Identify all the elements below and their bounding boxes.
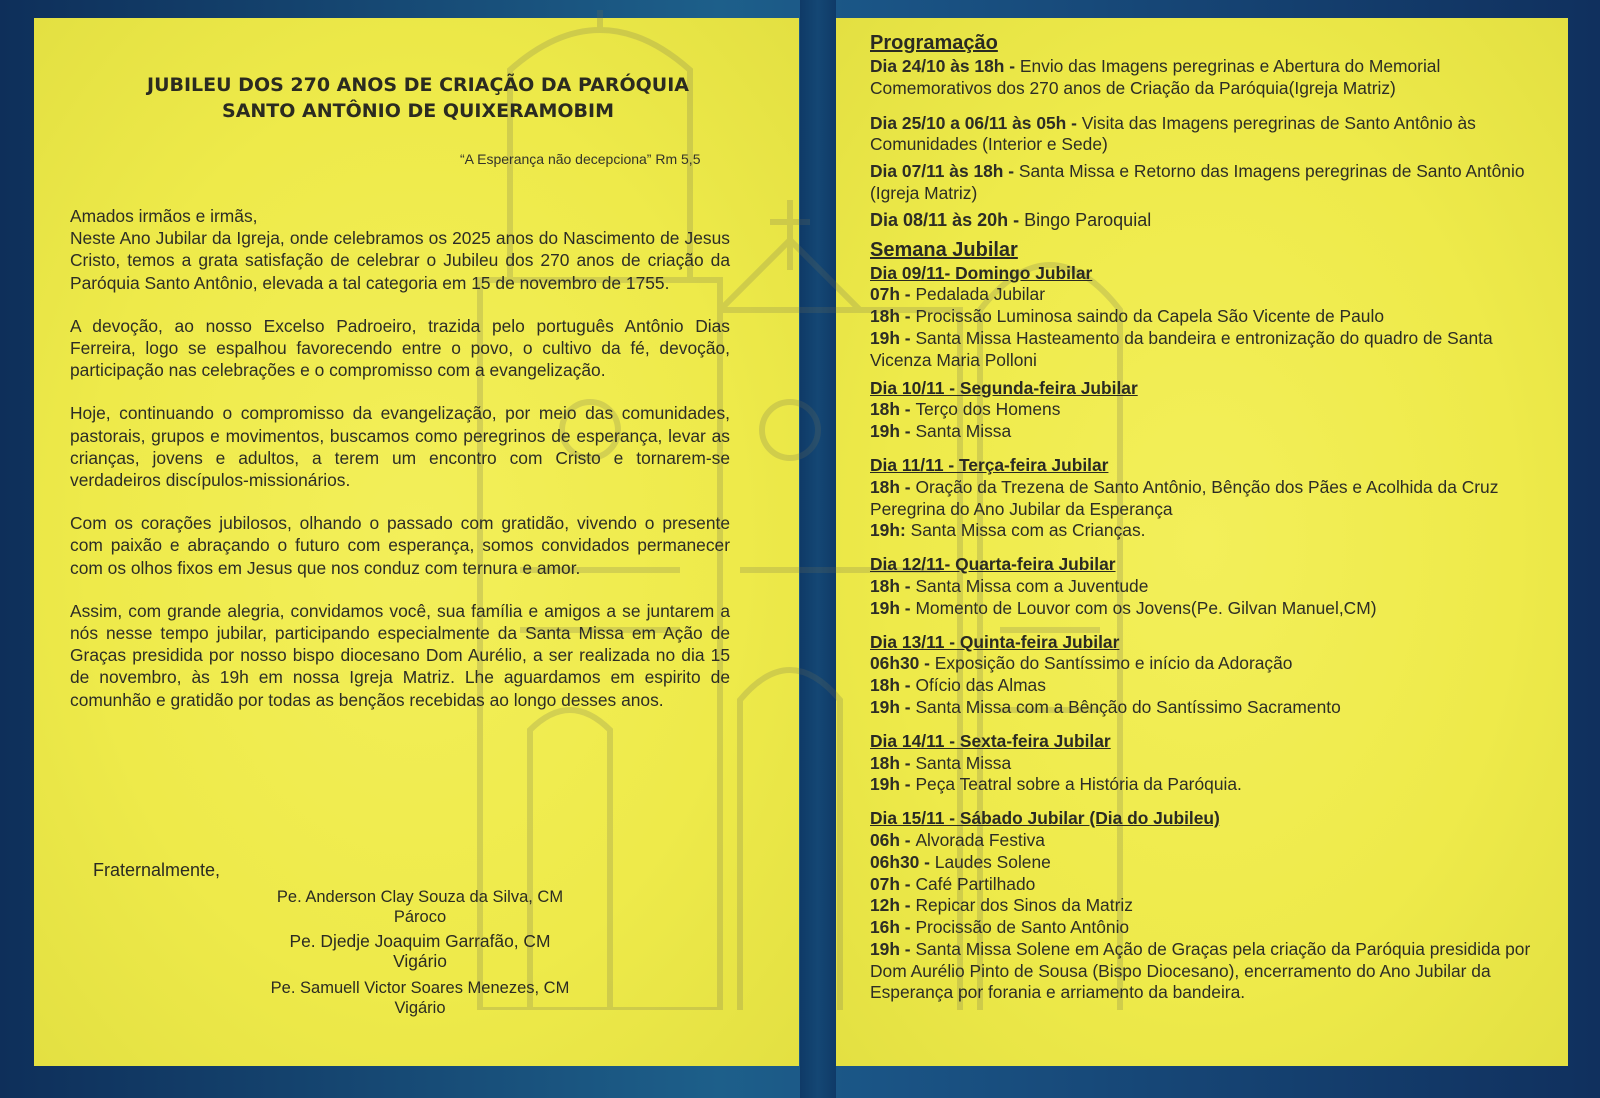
epigraph: “A Esperança não decepciona” Rm 5,5 [460, 151, 701, 167]
closing: Fraternalmente, [93, 860, 221, 880]
schedule-text: Santa Missa com as Crianças. [910, 520, 1146, 541]
signature-name: Pe. Anderson Clay Souza da Silva, CM [276, 888, 564, 906]
schedule-item [870, 284, 1540, 306]
schedule-time: 06h30 [870, 851, 920, 872]
schedule-item [870, 774, 1540, 796]
schedule-item [870, 399, 1540, 421]
schedule-text: Peça Teatral sobre a História da Paróquia. [915, 774, 1242, 795]
document-title [68, 72, 768, 124]
schedule-text: Exposição do Santíssimo e início da Adoração [934, 653, 1293, 674]
day-block [870, 554, 1540, 619]
schedule-item [870, 477, 1540, 521]
programacao-what: Bingo Paroquial [1019, 209, 1152, 230]
schedule-text: Café Partilhado [915, 873, 1036, 894]
schedule-separator: - [899, 421, 916, 442]
schedule-separator: - [919, 653, 935, 674]
signature-name: Pe. Djedje Joaquim Garrafão, CM [289, 931, 551, 951]
schedule-time: 06h30 [870, 653, 920, 674]
schedule-text: Ofício das Almas [915, 675, 1046, 696]
schedule-time: 18h [870, 675, 900, 696]
schedule-time: 19h [870, 774, 900, 795]
schedule-separator: - [899, 399, 916, 420]
signature-name: Pe. Samuell Victor Soares Menezes, CM [270, 979, 570, 997]
title-line-2: SANTO ANTÔNIO DE QUIXERAMOBIM [222, 100, 614, 122]
signature-block [240, 931, 600, 971]
schedule-separator: - [899, 829, 916, 850]
schedule-item [870, 421, 1540, 443]
schedule-time: 19h [870, 327, 900, 348]
schedule-separator: - [899, 284, 916, 305]
schedule-item [870, 576, 1540, 598]
programacao-item [870, 210, 1540, 232]
schedule-item [870, 852, 1540, 874]
day-block [870, 731, 1540, 796]
schedule-item [870, 675, 1540, 697]
schedule-time: 18h [870, 306, 900, 327]
day-heading: Dia 09/11- Domingo Jubilar [870, 262, 1093, 283]
schedule-item [870, 874, 1540, 896]
letter-body [70, 205, 730, 732]
signature-role: Pároco [393, 908, 447, 926]
schedule-time: 19h: [870, 520, 906, 541]
schedule-separator: - [899, 696, 916, 717]
schedule-time: 12h [870, 895, 900, 916]
schedule-item [870, 917, 1540, 939]
schedule-text: Alvorada Festiva [915, 829, 1045, 850]
schedule-text: Procissão de Santo Antônio [915, 917, 1130, 938]
schedule-time: 18h [870, 575, 900, 596]
schedule-text: Laudes Solene [934, 851, 1051, 872]
programacao-what: Visita das Imagens peregrinas de Santo Antônio às Comunidades (Interior e Sede) [870, 112, 1476, 155]
schedule-item [870, 830, 1540, 852]
schedule-separator: - [899, 873, 916, 894]
greeting: Amados irmãos e irmãs, [70, 206, 258, 226]
programacao-item [870, 161, 1540, 205]
schedule-text: Santa Missa com a Bênção do Santíssimo Sacramento [915, 696, 1341, 717]
programacao-item [870, 113, 1540, 157]
schedule-time: 07h [870, 873, 900, 894]
schedule-time: 06h [870, 829, 900, 850]
schedule-time: 19h [870, 938, 900, 959]
day-block [870, 378, 1540, 443]
schedule-text: Santa Missa [915, 752, 1012, 773]
schedule-time: 19h [870, 696, 900, 717]
paragraph: Com os corações jubilosos, olhando o passado com gratidão, vivendo o presente com paixão e abraçando o futuro com esperança, somos convidados permanecer com os olhos fixos em Jesus que nos conduz com ternura e amor. [70, 513, 730, 578]
schedule-time: 18h [870, 752, 900, 773]
paragraph: Assim, com grande alegria, convidamos você, sua família e amigos a se juntarem a nós nesse tempo jubilar, participando especialmente da Santa Missa em Ação de Graças presidida por nosso bispo diocesano Dom Aurélio, a ser realizada no dia 15 de novembro, às 19h em nossa Igreja Matriz. Lhe aguardamos em espirito de comunhão e gratidão por todas as bençãos recebidas ao longo desses anos. [70, 600, 730, 710]
schedule-separator: - [899, 675, 916, 696]
schedule-separator: - [899, 917, 916, 938]
schedule-separator: - [899, 306, 916, 327]
programacao-heading: Programação [870, 32, 998, 54]
schedule-item [870, 520, 1540, 542]
schedule-item [870, 753, 1540, 775]
schedule-separator: - [899, 895, 916, 916]
schedule-item [870, 939, 1540, 1004]
signature-role: Vigário [393, 951, 447, 971]
schedule-separator: - [899, 597, 916, 618]
schedule-item [870, 598, 1540, 620]
schedule-text: Oração da Trezena de Santo Antônio, Bênção dos Pães e Acolhida da Cruz Peregrina do Ano Jubilar da Esperança [870, 476, 1499, 519]
paragraph: Hoje, continuando o compromisso da evangelização, por meio das comunidades, pastorais, grupos e movimentos, buscamos como peregrinos de esperança, levar as crianças, jovens e adultos, a terem um encontro com Cristo e tornarem-se verdadeiros discípulos-missionários. [70, 403, 730, 491]
day-heading: Dia 14/11 - Sexta-feira Jubilar [870, 730, 1111, 751]
schedule-item [870, 653, 1540, 675]
day-block [870, 263, 1540, 372]
schedule-separator: - [899, 938, 916, 959]
paragraph: A devoção, ao nosso Excelso Padroeiro, trazida pelo português Antônio Dias Ferreira, logo se espalhou favorecendo entre o povo, o cultivo da fé, devoção, participação nas celebrações e o compromisso com a evangelização. [70, 315, 730, 381]
day-heading: Dia 13/11 - Quinta-feira Jubilar [870, 631, 1120, 652]
schedule-text: Momento de Louvor com os Jovens(Pe. Gilvan Manuel,CM) [915, 597, 1377, 618]
programacao-item [870, 56, 1540, 100]
semana-jubilar-heading: Semana Jubilar [870, 238, 1018, 261]
schedule-item [870, 895, 1540, 917]
schedule-separator: - [899, 575, 916, 596]
day-block [870, 455, 1540, 542]
schedule-item [870, 697, 1540, 719]
schedule-text: Santa Missa Solene em Ação de Graças pela criação da Paróquia presidida por Dom Aurélio Pinto de Sousa (Bispo Diocesano), encerramento do Ano Jubilar da Esperança por forania e arriamento da bandeira. [870, 938, 1531, 1003]
day-heading: Dia 11/11 - Terça-feira Jubilar [870, 454, 1109, 475]
schedule-time: 16h [870, 917, 900, 938]
programacao-when: Dia 07/11 às 18h - [870, 161, 1015, 182]
signature-block [240, 978, 600, 1018]
signature-block [240, 887, 600, 927]
day-block [870, 808, 1540, 1004]
schedule-item [870, 306, 1540, 328]
day-heading: Dia 12/11- Quarta-feira Jubilar [870, 554, 1116, 575]
schedule-time: 19h [870, 597, 900, 618]
schedule-column [870, 30, 1540, 1004]
schedule-text: Santa Missa Hasteamento da bandeira e entronização do quadro de Santa Vicenza Maria Polloni [870, 327, 1493, 370]
programacao-what: Santa Missa e Retorno das Imagens peregrinas de Santo Antônio (Igreja Matriz) [870, 161, 1525, 203]
programacao-what: Envio das Imagens peregrinas e Abertura do Memorial Comemorativos dos 270 anos de Criação da Paróquia(Igreja Matriz) [870, 56, 1441, 98]
signature-role: Vigário [394, 999, 446, 1017]
schedule-time: 18h [870, 476, 900, 497]
day-block [870, 632, 1540, 719]
day-heading: Dia 15/11 - Sábado Jubilar (Dia do Jubileu) [870, 808, 1220, 829]
fold-divider [800, 0, 836, 1098]
days-list [870, 263, 1540, 1005]
programacao-when: Dia 08/11 às 20h - [870, 209, 1020, 230]
title-line-1: JUBILEU DOS 270 ANOS DE CRIAÇÃO DA PARÓQUIA [147, 74, 689, 96]
schedule-text: Santa Missa [915, 421, 1012, 442]
schedule-separator: - [899, 774, 916, 795]
schedule-text: Santa Missa com a Juventude [915, 575, 1149, 596]
schedule-separator: - [899, 752, 916, 773]
paragraph: Neste Ano Jubilar da Igreja, onde celebramos os 2025 anos do Nascimento de Jesus Cristo, temos a grata satisfação de celebrar o Jubileu dos 270 anos de criação da Paróquia Santo Antônio, elevada a tal categoria em 15 de novembro de 1755. [70, 228, 730, 293]
schedule-time: 19h [870, 421, 900, 442]
schedule-text: Pedalada Jubilar [915, 284, 1045, 305]
schedule-text: Repicar dos Sinos da Matriz [915, 895, 1133, 916]
schedule-item [870, 328, 1540, 372]
schedule-separator: - [919, 851, 935, 872]
programacao-when: Dia 25/10 a 06/11 às 05h - [870, 112, 1077, 133]
programacao-when: Dia 24/10 às 18h - [870, 56, 1016, 76]
schedule-time: 18h [870, 399, 900, 420]
schedule-text: Procissão Luminosa saindo da Capela São Vicente de Paulo [915, 306, 1385, 327]
day-heading: Dia 10/11 - Segunda-feira Jubilar [870, 377, 1138, 398]
schedule-text: Terço dos Homens [915, 399, 1061, 420]
schedule-time: 07h [870, 284, 900, 305]
schedule-separator: - [899, 327, 916, 348]
schedule-separator: - [899, 476, 916, 497]
